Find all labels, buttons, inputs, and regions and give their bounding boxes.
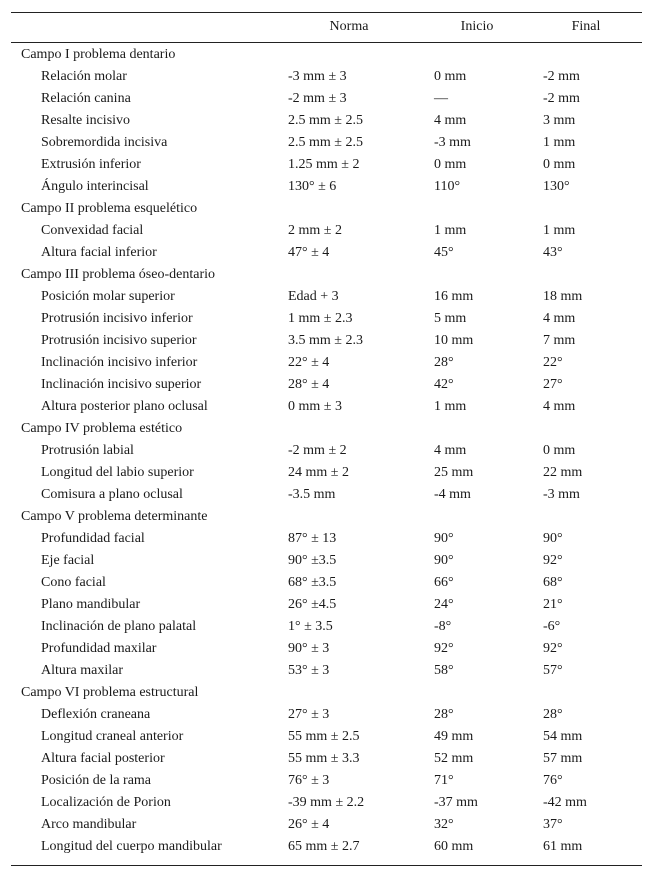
cell-norma: 22° ± 4 (288, 355, 330, 370)
table-row (11, 462, 642, 484)
header-empty (21, 16, 271, 38)
table-row (11, 352, 642, 374)
section-row (11, 44, 642, 66)
cell-final: 37° (543, 817, 563, 832)
cell-inicio: 16 mm (434, 289, 474, 304)
row-label: Posición de la rama (41, 773, 152, 788)
cell-norma: 2 mm ± 2 (288, 223, 342, 238)
cell-inicio: 92° (434, 641, 454, 656)
table-row (11, 176, 642, 198)
cell-final: 68° (543, 575, 563, 590)
row-label: Arco mandibular (41, 817, 137, 832)
cell-final: 27° (543, 377, 563, 392)
cell-final: 57 mm (543, 751, 583, 766)
table-row (11, 660, 642, 682)
row-label: Cono facial (41, 575, 106, 590)
cell-inicio: — (434, 91, 448, 106)
table-row (11, 66, 642, 88)
row-label: Relación canina (41, 91, 131, 106)
cell-inicio: 10 mm (434, 333, 474, 348)
cell-inicio: 4 mm (434, 443, 467, 458)
cell-final: 57° (543, 663, 563, 678)
cell-norma: 130° ± 6 (288, 179, 337, 194)
cell-inicio: 32° (434, 817, 454, 832)
table-row (11, 594, 642, 616)
cell-norma: 2.5 mm ± 2.5 (288, 135, 363, 150)
section-title: Campo VI problema estructural (21, 685, 199, 700)
cell-inicio: 58° (434, 663, 454, 678)
header-inicio: Inicio (460, 19, 494, 34)
section-row (11, 418, 642, 440)
cell-inicio: 5 mm (434, 311, 467, 326)
section-row (11, 506, 642, 528)
table-row (11, 88, 642, 110)
cell-final: 21° (543, 597, 563, 612)
cell-final: 28° (543, 707, 563, 722)
cell-inicio: 45° (434, 245, 454, 260)
cell-inicio: 0 mm (434, 157, 467, 172)
cell-norma: 1° ± 3.5 (288, 619, 333, 634)
cell-norma: 90° ± 3 (288, 641, 330, 656)
cell-norma: 87° ± 13 (288, 531, 337, 546)
row-label: Inclinación incisivo superior (41, 377, 202, 392)
row-label: Comisura a plano oclusal (41, 487, 183, 502)
row-label: Altura facial posterior (41, 751, 165, 766)
table-row (11, 110, 642, 132)
section-title: Campo I problema dentario (21, 47, 176, 62)
cell-inicio: 28° (434, 707, 454, 722)
cell-norma: 55 mm ± 3.3 (288, 751, 360, 766)
cell-final: 76° (543, 773, 563, 788)
cell-norma: -3.5 mm (288, 487, 336, 502)
table-row (11, 638, 642, 660)
cell-norma: 3.5 mm ± 2.3 (288, 333, 363, 348)
row-label: Ángulo interincisal (41, 179, 149, 194)
cell-final: 4 mm (543, 311, 576, 326)
table-row (11, 396, 642, 418)
cell-inicio: 24° (434, 597, 454, 612)
row-label: Profundidad facial (41, 531, 145, 546)
cell-inicio: 28° (434, 355, 454, 370)
cell-norma: 90° ±3.5 (288, 553, 337, 568)
cell-norma: -39 mm ± 2.2 (288, 795, 365, 810)
row-label: Inclinación incisivo inferior (41, 355, 198, 370)
header-norma: Norma (329, 19, 369, 34)
row-label: Inclinación de plano palatal (41, 619, 197, 634)
table-row (11, 374, 642, 396)
cell-final: 4 mm (543, 399, 576, 414)
table-row (11, 616, 642, 638)
table-row (11, 308, 642, 330)
cell-norma: 53° ± 3 (288, 663, 330, 678)
cell-norma: 65 mm ± 2.7 (288, 839, 360, 854)
table-row (11, 770, 642, 792)
table-row (11, 814, 642, 836)
cell-final: -3 mm (543, 487, 580, 502)
cell-inicio: 71° (434, 773, 454, 788)
cell-norma: 1.25 mm ± 2 (288, 157, 360, 172)
row-label: Longitud craneal anterior (41, 729, 184, 744)
cell-norma: 24 mm ± 2 (288, 465, 349, 480)
row-label: Protrusión labial (41, 443, 134, 458)
cell-final: -6° (543, 619, 561, 634)
cell-norma: 68° ±3.5 (288, 575, 337, 590)
table-row (11, 242, 642, 264)
table-bottom-rule (11, 865, 642, 866)
cell-norma: -2 mm ± 2 (288, 443, 347, 458)
cell-norma: 26° ±4.5 (288, 597, 337, 612)
cell-inicio: 60 mm (434, 839, 474, 854)
table-row (11, 836, 642, 858)
cell-norma: 26° ± 4 (288, 817, 330, 832)
cell-inicio: 90° (434, 531, 454, 546)
row-label: Plano mandibular (41, 597, 141, 612)
cell-norma: 28° ± 4 (288, 377, 330, 392)
section-title: Campo III problema óseo-dentario (21, 267, 215, 282)
section-title: Campo V problema determinante (21, 509, 208, 524)
cell-final: 0 mm (543, 443, 576, 458)
cell-norma: -2 mm ± 3 (288, 91, 347, 106)
row-label: Localización de Porion (41, 795, 171, 810)
table-row (11, 440, 642, 462)
cell-final: 90° (543, 531, 563, 546)
header-rule (11, 42, 642, 43)
cell-inicio: 4 mm (434, 113, 467, 128)
cell-inicio: 25 mm (434, 465, 474, 480)
row-label: Relación molar (41, 69, 127, 84)
row-label: Longitud del cuerpo mandibular (41, 839, 222, 854)
table-row (11, 220, 642, 242)
cell-final: 7 mm (543, 333, 576, 348)
cell-inicio: 42° (434, 377, 454, 392)
table-top-rule (11, 12, 642, 13)
table-row (11, 748, 642, 770)
cell-final: 1 mm (543, 135, 576, 150)
cell-inicio: 0 mm (434, 69, 467, 84)
cell-norma: Edad + 3 (288, 289, 339, 304)
cell-inicio: 110° (434, 179, 461, 194)
cell-inicio: 49 mm (434, 729, 474, 744)
row-label: Protrusión incisivo superior (41, 333, 197, 348)
row-label: Resalte incisivo (41, 113, 131, 128)
cell-norma: 76° ± 3 (288, 773, 330, 788)
cell-final: -2 mm (543, 91, 580, 106)
cell-final: 1 mm (543, 223, 576, 238)
cell-final: 54 mm (543, 729, 583, 744)
table-row (11, 726, 642, 748)
cell-final: 22 mm (543, 465, 583, 480)
cell-norma: 2.5 mm ± 2.5 (288, 113, 363, 128)
row-label: Eje facial (41, 553, 95, 568)
cell-inicio: 1 mm (434, 223, 467, 238)
table-row (11, 484, 642, 506)
cell-final: 43° (543, 245, 563, 260)
cell-final: 130° (543, 179, 570, 194)
cell-norma: 55 mm ± 2.5 (288, 729, 360, 744)
table-row (11, 132, 642, 154)
cell-inicio: 90° (434, 553, 454, 568)
cell-norma: 0 mm ± 3 (288, 399, 342, 414)
cell-final: 92° (543, 641, 563, 656)
section-row (11, 198, 642, 220)
header-final: Final (571, 19, 601, 34)
row-label: Altura maxilar (41, 663, 124, 678)
cell-norma: 27° ± 3 (288, 707, 330, 722)
table-row (11, 572, 642, 594)
cell-final: 18 mm (543, 289, 583, 304)
cell-inicio: 1 mm (434, 399, 467, 414)
table-row (11, 286, 642, 308)
cell-norma: 47° ± 4 (288, 245, 330, 260)
cell-inicio: -37 mm (434, 795, 478, 810)
cell-final: -42 mm (543, 795, 587, 810)
row-label: Longitud del labio superior (41, 465, 194, 480)
cell-inicio: -8° (434, 619, 452, 634)
row-label: Profundidad maxilar (41, 641, 157, 656)
row-label: Sobremordida incisiva (41, 135, 168, 150)
table-row (11, 792, 642, 814)
table-row (11, 154, 642, 176)
cell-norma: 1 mm ± 2.3 (288, 311, 353, 326)
cell-inicio: -4 mm (434, 487, 471, 502)
row-label: Altura facial inferior (41, 245, 157, 260)
cell-final: 3 mm (543, 113, 576, 128)
row-label: Protrusión incisivo inferior (41, 311, 193, 326)
section-row (11, 264, 642, 286)
cell-inicio: -3 mm (434, 135, 471, 150)
table-row (11, 528, 642, 550)
cell-final: -2 mm (543, 69, 580, 84)
cell-final: 61 mm (543, 839, 583, 854)
section-row (11, 682, 642, 704)
table-row (11, 330, 642, 352)
section-title: Campo IV problema estético (21, 421, 183, 436)
row-label: Convexidad facial (41, 223, 144, 238)
table-row (11, 550, 642, 572)
cell-inicio: 66° (434, 575, 454, 590)
cell-final: 0 mm (543, 157, 576, 172)
row-label: Posición molar superior (41, 289, 175, 304)
cell-norma: -3 mm ± 3 (288, 69, 347, 84)
cell-final: 22° (543, 355, 563, 370)
row-label: Extrusión inferior (41, 157, 141, 172)
row-label: Deflexión craneana (41, 707, 151, 722)
cell-final: 92° (543, 553, 563, 568)
cell-inicio: 52 mm (434, 751, 474, 766)
section-title: Campo II problema esquelético (21, 201, 198, 216)
row-label: Altura posterior plano oclusal (41, 399, 208, 414)
table-row (11, 704, 642, 726)
